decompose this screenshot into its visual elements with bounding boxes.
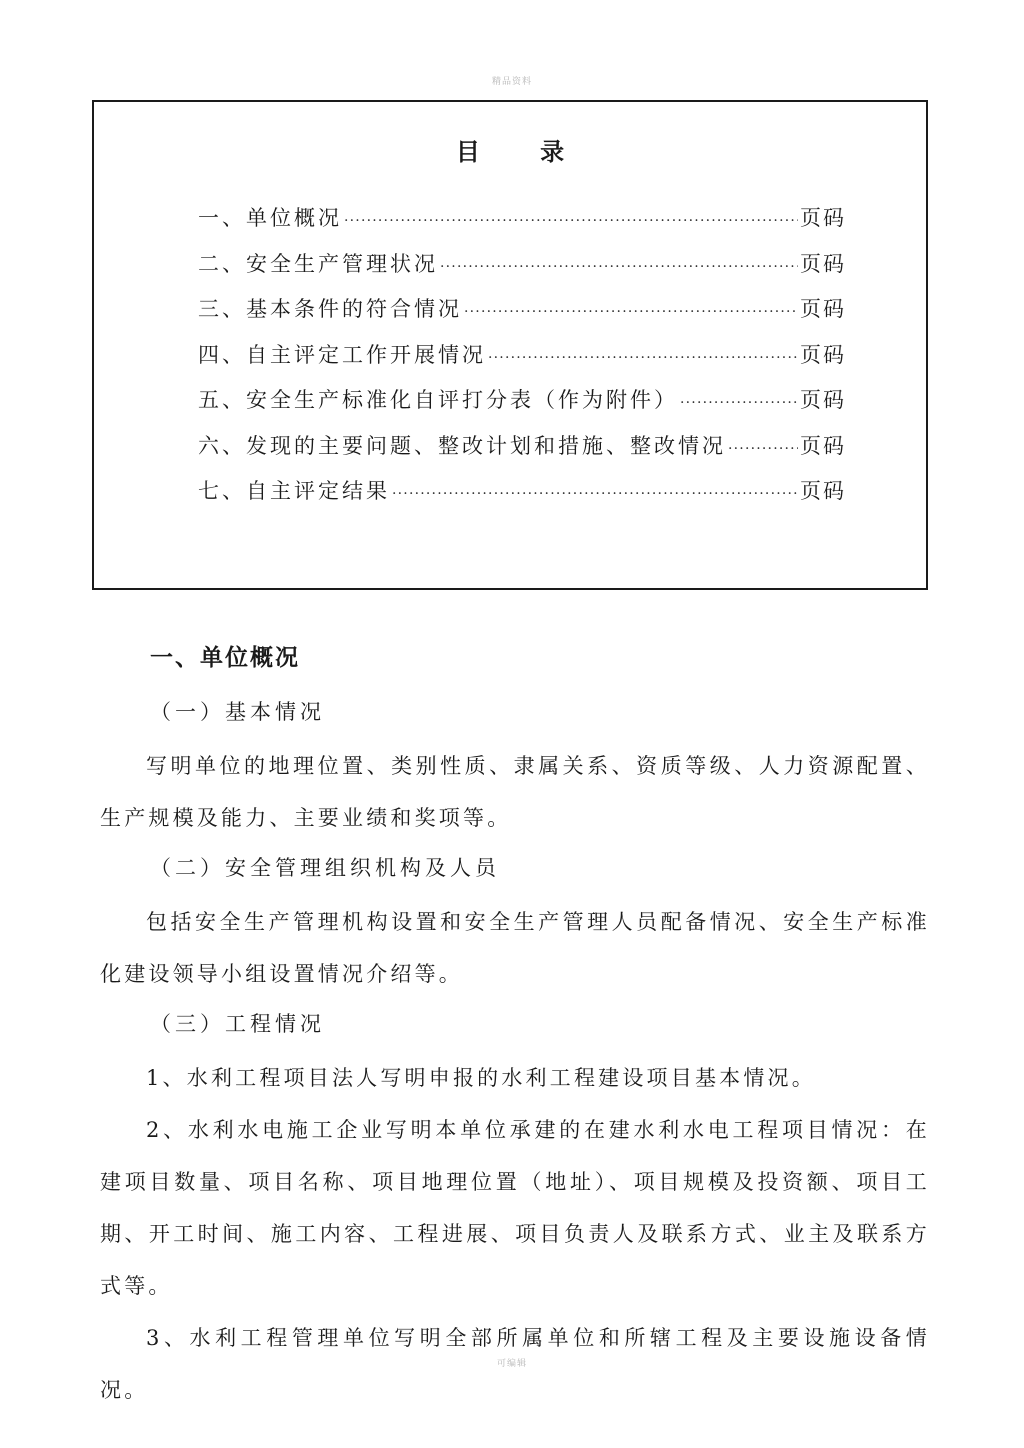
toc-item-page: 页码 bbox=[800, 206, 846, 230]
toc-item bbox=[198, 293, 846, 339]
toc-leader-dots bbox=[392, 486, 798, 502]
toc-leader-dots bbox=[728, 441, 798, 457]
toc-leader-dots bbox=[680, 395, 798, 411]
toc-item bbox=[198, 475, 846, 521]
paragraph: 包括安全生产管理机构设置和安全生产管理人员配备情况、安全生产标准化建设领导小组设置情况介绍等。 bbox=[100, 910, 930, 986]
toc-item-page: 页码 bbox=[800, 479, 846, 503]
toc-item-label: 四、自主评定工作开展情况 bbox=[198, 342, 486, 367]
toc-item-label: 二、安全生产管理状况 bbox=[198, 251, 438, 276]
toc-item bbox=[198, 339, 846, 385]
toc-item-page: 页码 bbox=[800, 251, 846, 276]
toc-item-page: 页码 bbox=[800, 297, 846, 321]
toc-item-page: 页码 bbox=[800, 388, 846, 412]
toc-item-label: 三、基本条件的符合情况 bbox=[198, 297, 462, 321]
toc-item bbox=[198, 202, 846, 248]
numbered-paragraph: 2、水利水电施工企业写明本单位承建的在建水利水电工程项目情况：在建项目数量、项目名称、项目地理位置（地址）、项目规模及投资额、项目工期、开工时间、施工内容、工程进展、项目负责人及联系方式、业主及联系方式等。 bbox=[100, 1118, 930, 1298]
toc-item bbox=[198, 384, 846, 430]
toc-leader-dots bbox=[440, 259, 798, 275]
footer-watermark: 可编辑 bbox=[496, 1359, 527, 1369]
paragraph: 写明单位的地理位置、类别性质、隶属关系、资质等级、人力资源配置、生产规模及能力、主要业绩和奖项等。 bbox=[100, 754, 930, 830]
section-heading: 一、单位概况 bbox=[150, 644, 300, 671]
toc-list bbox=[198, 202, 846, 521]
toc-item-label: 七、自主评定结果 bbox=[198, 479, 390, 503]
toc-item-label: 一、单位概况 bbox=[198, 206, 342, 230]
toc-item-page: 页码 bbox=[800, 342, 846, 367]
table-of-contents-box bbox=[92, 100, 928, 590]
header-watermark: 精品资料 bbox=[491, 77, 532, 87]
toc-leader-dots bbox=[344, 213, 798, 229]
numbered-paragraph: 1、水利工程项目法人写明申报的水利工程建设项目基本情况。 bbox=[146, 1066, 816, 1090]
toc-item bbox=[198, 248, 846, 294]
toc-leader-dots bbox=[464, 304, 798, 320]
document-body bbox=[100, 636, 930, 1416]
toc-item-page: 页码 bbox=[800, 433, 846, 458]
toc-item-label: 五、安全生产标准化自评打分表（作为附件） bbox=[198, 388, 678, 412]
subsection-heading: （三）工程情况 bbox=[150, 1012, 325, 1036]
toc-title: 目 录 bbox=[455, 137, 591, 166]
toc-leader-dots bbox=[488, 350, 798, 366]
toc-item-label: 六、发现的主要问题、整改计划和措施、整改情况 bbox=[198, 433, 726, 458]
toc-item bbox=[198, 430, 846, 476]
numbered-paragraph: 3、水利工程管理单位写明全部所属单位和所辖工程及主要设施设备情况。 bbox=[100, 1326, 930, 1402]
subsection-heading: （一）基本情况 bbox=[150, 700, 325, 724]
subsection-heading: （二）安全管理组织机构及人员 bbox=[150, 856, 500, 880]
